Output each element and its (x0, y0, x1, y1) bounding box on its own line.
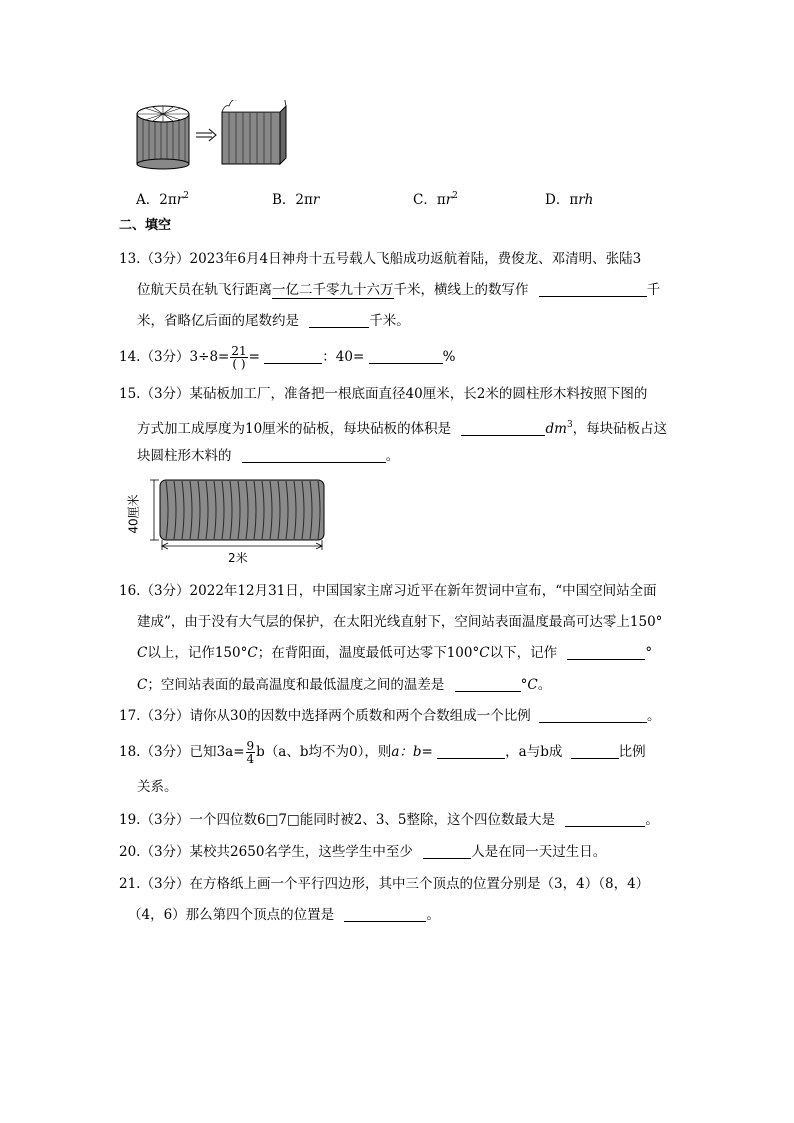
q19-blank[interactable] (565, 812, 645, 827)
q16-blank-1[interactable] (567, 645, 645, 660)
option-a[interactable]: A．$2\pi r^2$ (136, 191, 189, 208)
q19-line: 19.（3分）一个四位数6□7□能同时被2、3、5整除，这个四位数最大是 。 (119, 812, 659, 828)
q15-blank-2[interactable] (242, 448, 386, 463)
q18-fraction: $\frac{9}{4}$ (246, 739, 255, 766)
fig-height-label: 40厘米 (126, 494, 141, 534)
cylinder-to-cuboid-figure (134, 100, 294, 170)
q15-line2: 方式加工成厚度为10厘米的砧板，每块砧板的体积是 $dm^3$，每块砧板占这 (137, 420, 668, 437)
q14-fraction: $\frac{21}{( )}$ (231, 344, 247, 371)
q16-line4: C；空间站表面的最高温度和最低温度之间的温差是 °C。 (137, 677, 552, 693)
q14-line: 14.（3分）3÷8= $\frac{21}{( )}$ = ：40= % (119, 344, 456, 371)
q13-line1: 13.（3分）2023年6月4日神舟十五号载人飞船成功返航着陆，费俊龙、邓清明、张陆3 (119, 251, 642, 267)
q15-line3: 块圆柱形木料的 。 (137, 448, 400, 464)
q16-blank-2[interactable] (455, 677, 521, 692)
q16-line3: C以上，记作150°C；在背阳面，温度最低可达零下100°C以下，记作 ° (137, 645, 653, 661)
option-b[interactable]: B．2πr (272, 192, 320, 208)
option-c[interactable]: C．$\pi r^2$ (413, 191, 458, 208)
q13-blank-2[interactable] (309, 313, 369, 328)
section-heading: 二、填空 (119, 218, 172, 233)
q16-line1: 16.（3分）2022年12月31日，中国国家主席习近平在新年贺词中宣布，“中国空间站全面 (119, 583, 657, 599)
q21-line1: 21.（3分）在方格纸上画一个平行四边形，其中三个顶点的位置分别是（3，4）（8，4） (119, 876, 650, 892)
q13-line3: 米，省略亿后面的尾数约是 千米。 (137, 313, 410, 329)
q21-blank[interactable] (344, 907, 426, 922)
q17-line: 17.（3分）请你从30的因数中选择两个质数和两个合数组成一个比例 。 (119, 708, 661, 724)
q13-blank-1[interactable] (539, 282, 647, 297)
q13-line2: 位航天员在轨飞行距离一亿二千零九十六万千米，横线上的数写作 千 (137, 282, 661, 298)
q17-blank[interactable] (539, 708, 647, 723)
q14-blank-2[interactable] (369, 349, 443, 364)
option-d[interactable]: D．πrh (545, 192, 594, 208)
q14-blank-1[interactable] (264, 349, 322, 364)
fig-length-label: 2米 (228, 551, 248, 565)
q15-blank-1[interactable] (461, 421, 545, 436)
q18-line2: 关系。 (137, 779, 178, 795)
q15-line1: 15.（3分）某砧板加工厂，准备把一根底面直径40厘米，长2米的圆柱形木料按照下图的 (119, 386, 648, 402)
q16-line2: 建成”，由于没有大气层的保护，在太阳光线直射下，空间站表面温度最高可达零上150° (137, 614, 663, 630)
q18-line1: 18.（3分）已知3a= $\frac{9}{4}$ b（a、b均不为0），则a：b= ，a与b成 比例 (119, 739, 646, 766)
q21-line2: （4，6）那么第四个顶点的位置是 。 (128, 907, 440, 923)
q20-line: 20.（3分）某校共2650名学生，这些学生中至少 人是在同一天过生日。 (119, 844, 607, 860)
q18-blank-1[interactable] (437, 744, 505, 759)
q20-blank[interactable] (423, 844, 471, 859)
q18-blank-2[interactable] (571, 744, 619, 759)
